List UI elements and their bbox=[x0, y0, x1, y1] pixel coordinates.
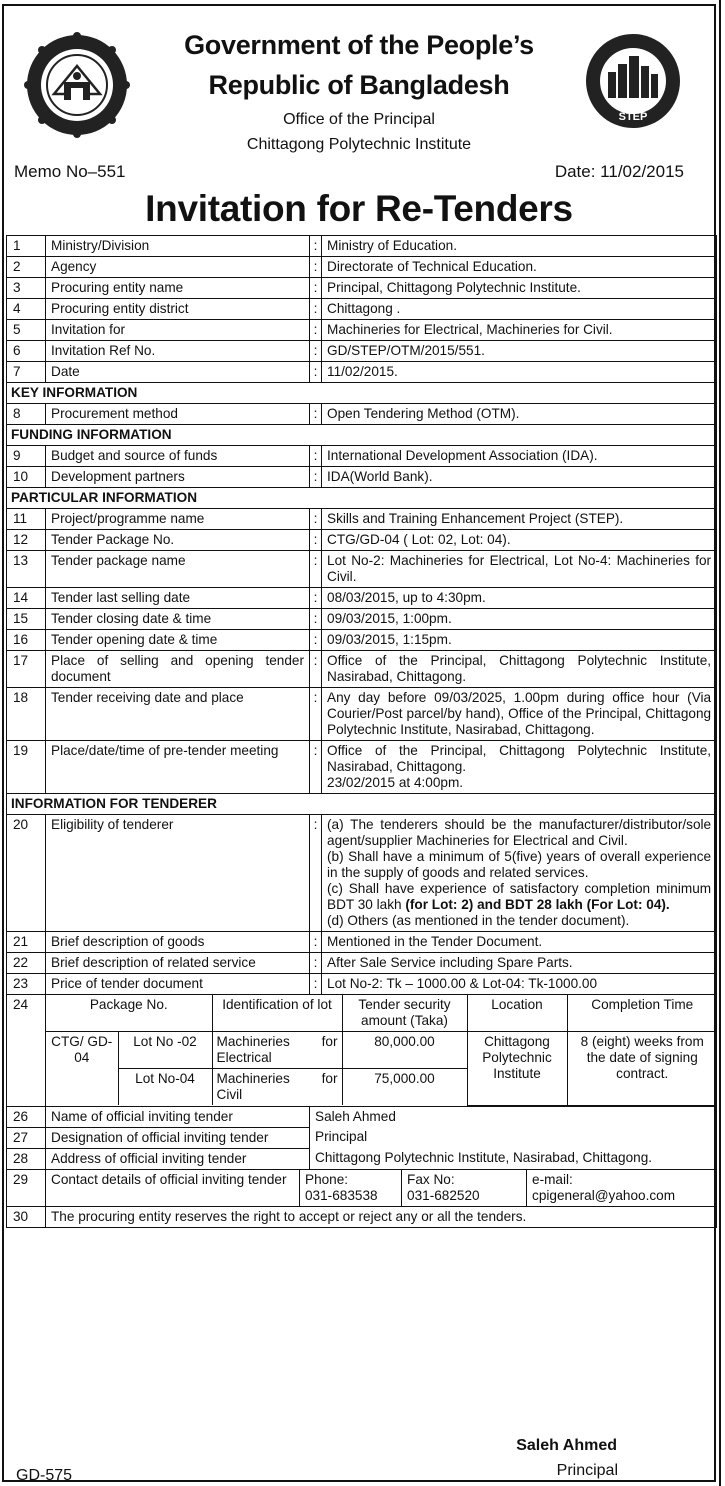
row-label: Procurement method bbox=[46, 404, 310, 425]
table-row bbox=[7, 278, 717, 299]
step-logo-label: STEP bbox=[618, 111, 648, 123]
fax-label: Fax No: bbox=[407, 1171, 455, 1187]
table-row bbox=[7, 551, 717, 588]
memo-date: Date: 11/02/2015 bbox=[554, 162, 684, 181]
row-separator: : bbox=[310, 630, 322, 651]
completion-time: 8 (eight) weeks from the date of signing contract. bbox=[567, 1032, 717, 1106]
security-amount: 75,000.00 bbox=[342, 1069, 467, 1106]
criterion-a: (a) The tenderers should be the manufacturer/distributor/sole agent/supplier Machineries for Electrical and Civil. bbox=[327, 817, 712, 848]
row-separator: : bbox=[310, 278, 322, 299]
row-value: After Sale Service including Spare Parts. bbox=[322, 953, 717, 974]
row-separator: : bbox=[310, 530, 322, 551]
row-number: 24 bbox=[7, 995, 46, 1107]
section-heading: PARTICULAR INFORMATION bbox=[7, 488, 717, 509]
table-row bbox=[7, 446, 717, 467]
row-separator: : bbox=[310, 815, 322, 932]
table-row bbox=[7, 362, 717, 383]
table-row bbox=[7, 588, 717, 609]
tender-notice bbox=[2, 4, 716, 1482]
row-number: 17 bbox=[7, 651, 46, 688]
row-label: Address of official inviting tender bbox=[46, 1148, 310, 1169]
row-separator: : bbox=[310, 362, 322, 383]
table-row bbox=[7, 974, 717, 995]
government-line-2: Republic of Bangladesh bbox=[208, 70, 510, 100]
criterion-b: (b) Shall have a minimum of 5(five) years of overall experience in the supply of goods and related services. bbox=[327, 849, 712, 880]
row-number: 28 bbox=[7, 1148, 46, 1169]
eligibility-criteria bbox=[322, 815, 717, 932]
row-number: 18 bbox=[7, 688, 46, 741]
signature-title: Principal bbox=[556, 1462, 618, 1479]
lot-row bbox=[46, 1032, 717, 1069]
row-value: Any day before 09/03/2025, 1.00pm during office hour (Via Courier/Post parcel/by hand), Office of the Principal, Chittagong Polytechnic Institute, Nasirabad, Chittagong. bbox=[322, 688, 717, 741]
lot-table-cell bbox=[46, 995, 717, 1107]
package-number: CTG/ GD-04 bbox=[46, 1032, 118, 1106]
row-label: Agency bbox=[46, 257, 310, 278]
official-value: Saleh Ahmed bbox=[310, 1106, 717, 1127]
row-separator: : bbox=[310, 688, 322, 741]
row-value: GD/STEP/OTM/2015/551. bbox=[322, 341, 717, 362]
row-separator: : bbox=[310, 299, 322, 320]
phone bbox=[300, 1169, 402, 1206]
signature-name: Saleh Ahmed bbox=[516, 1437, 617, 1454]
row-label: Brief description of goods bbox=[46, 932, 310, 953]
table-row bbox=[7, 688, 717, 741]
row-number: 3 bbox=[7, 278, 46, 299]
row-number: 7 bbox=[7, 362, 46, 383]
row-number: 2 bbox=[7, 257, 46, 278]
row-separator: : bbox=[310, 974, 322, 995]
row-value: 08/03/2015, up to 4:30pm. bbox=[322, 588, 717, 609]
reservation-note: The procuring entity reserves the right to accept or reject any or all the tenders. bbox=[46, 1206, 717, 1227]
row-value: Office of the Principal, Chittagong Polytechnic Institute, Nasirabad, Chittagong. bbox=[322, 651, 717, 688]
row-number: 20 bbox=[7, 815, 46, 932]
row-separator: : bbox=[310, 932, 322, 953]
table-row bbox=[7, 467, 717, 488]
row-separator: : bbox=[310, 509, 322, 530]
row-label: Name of official inviting tender bbox=[46, 1106, 310, 1127]
official-value: Chittagong Polytechnic Institute, Nasirabad, Chittagong. bbox=[310, 1148, 717, 1169]
table-row-24 bbox=[7, 995, 717, 1107]
lot-table-header bbox=[46, 995, 717, 1032]
fax bbox=[402, 1169, 527, 1206]
row-value: Chittagong . bbox=[322, 299, 717, 320]
row-value: IDA(World Bank). bbox=[322, 467, 717, 488]
tender-table bbox=[6, 235, 717, 1228]
row-separator: : bbox=[310, 588, 322, 609]
row-label: Ministry/Division bbox=[46, 236, 310, 257]
table-row bbox=[7, 257, 717, 278]
row-number: 15 bbox=[7, 609, 46, 630]
row-value: Mentioned in the Tender Document. bbox=[322, 932, 717, 953]
row-number: 19 bbox=[7, 741, 46, 794]
email-label: e-mail: bbox=[532, 1171, 573, 1187]
row-separator: : bbox=[310, 609, 322, 630]
table-row bbox=[7, 1206, 717, 1227]
row-label: Price of tender document bbox=[46, 974, 310, 995]
row-number: 1 bbox=[7, 236, 46, 257]
official-value: Principal bbox=[310, 1127, 717, 1148]
row-number: 12 bbox=[7, 530, 46, 551]
table-row bbox=[7, 609, 717, 630]
section-funding-information bbox=[7, 425, 717, 446]
row-value bbox=[322, 741, 717, 794]
row-label: Invitation Ref No. bbox=[46, 341, 310, 362]
security-amount: 80,000.00 bbox=[342, 1032, 467, 1069]
row-number: 27 bbox=[7, 1127, 46, 1148]
row-label: Tender closing date & time bbox=[46, 609, 310, 630]
row-label: Invitation for bbox=[46, 320, 310, 341]
row-label: Place of selling and opening tender document bbox=[46, 651, 310, 688]
row-number: 22 bbox=[7, 953, 46, 974]
table-row bbox=[7, 404, 717, 425]
row-separator: : bbox=[310, 953, 322, 974]
table-row bbox=[7, 1148, 717, 1169]
row-value: CTG/GD-04 ( Lot: 02, Lot: 04). bbox=[322, 530, 717, 551]
row-value: 09/03/2015, 1:00pm. bbox=[322, 609, 717, 630]
header-location: Location bbox=[467, 995, 567, 1032]
row-number: 13 bbox=[7, 551, 46, 588]
row-separator: : bbox=[310, 551, 322, 588]
row-value: Lot No-2: Tk – 1000.00 & Lot-04: Tk-1000.00 bbox=[322, 974, 717, 995]
table-row bbox=[7, 815, 717, 932]
table-row bbox=[7, 741, 717, 794]
row-separator: : bbox=[310, 651, 322, 688]
section-heading: INFORMATION FOR TENDERER bbox=[7, 794, 717, 815]
lot-table bbox=[46, 995, 717, 1106]
row-label: Place/date/time of pre-tender meeting bbox=[46, 741, 310, 794]
row-label: Tender Package No. bbox=[46, 530, 310, 551]
government-line-1: Government of the People’s bbox=[184, 30, 534, 60]
table-row bbox=[7, 509, 717, 530]
section-key-information bbox=[7, 383, 717, 404]
table-row bbox=[7, 236, 717, 257]
row-separator: : bbox=[310, 467, 322, 488]
row-label: Tender opening date & time bbox=[46, 630, 310, 651]
row-value: Ministry of Education. bbox=[322, 236, 717, 257]
lot-number: Lot No-04 bbox=[118, 1069, 212, 1106]
lot-number: Lot No -02 bbox=[118, 1032, 212, 1069]
header-identification: Identification of lot bbox=[212, 995, 342, 1032]
row-label: Tender receiving date and place bbox=[46, 688, 310, 741]
row-number: 10 bbox=[7, 467, 46, 488]
table-row bbox=[7, 651, 717, 688]
row-label: Procuring entity district bbox=[46, 299, 310, 320]
row-label: Procuring entity name bbox=[46, 278, 310, 299]
row-value: 11/02/2015. bbox=[322, 362, 717, 383]
meeting-time: 23/02/2015 at 4:00pm. bbox=[327, 775, 464, 790]
row-value: Directorate of Technical Education. bbox=[322, 257, 717, 278]
row-separator: : bbox=[310, 341, 322, 362]
office-line: Office of the Principal bbox=[283, 111, 435, 128]
table-row bbox=[7, 1106, 717, 1127]
row-number: 21 bbox=[7, 932, 46, 953]
row-label: Tender package name bbox=[46, 551, 310, 588]
row-label: Development partners bbox=[46, 467, 310, 488]
row-number: 6 bbox=[7, 341, 46, 362]
row-number: 23 bbox=[7, 974, 46, 995]
row-label: Tender last selling date bbox=[46, 588, 310, 609]
row-number: 5 bbox=[7, 320, 46, 341]
row-number: 29 bbox=[7, 1169, 46, 1206]
table-row bbox=[7, 953, 717, 974]
row-value: Skills and Training Enhancement Project (STEP). bbox=[322, 509, 717, 530]
section-information-for-tenderer bbox=[7, 794, 717, 815]
row-number: 4 bbox=[7, 299, 46, 320]
lot-identification: Machineries for Civil bbox=[212, 1069, 342, 1106]
row-number: 16 bbox=[7, 630, 46, 651]
header-security: Tender security amount (Taka) bbox=[342, 995, 467, 1032]
row-number: 26 bbox=[7, 1106, 46, 1127]
criterion-c-text: (c) Shall have experience of satisfactory completion minimum BDT 30 lakh bbox=[327, 881, 712, 912]
row-separator: : bbox=[310, 257, 322, 278]
row-number: 8 bbox=[7, 404, 46, 425]
location: Chittagong Polytechnic Institute bbox=[467, 1032, 567, 1106]
table-row bbox=[7, 630, 717, 651]
row-label: Brief description of related service bbox=[46, 953, 310, 974]
row-label: Date bbox=[46, 362, 310, 383]
row-label: Budget and source of funds bbox=[46, 446, 310, 467]
header-package: Package No. bbox=[46, 995, 212, 1032]
meeting-place: Office of the Principal, Chittagong Polytechnic Institute, Nasirabad, Chittagong. bbox=[327, 743, 712, 774]
row-number: 14 bbox=[7, 588, 46, 609]
row-label: Project/programme name bbox=[46, 509, 310, 530]
email bbox=[527, 1169, 717, 1206]
table-row bbox=[7, 341, 717, 362]
row-number: 30 bbox=[7, 1206, 46, 1227]
page-title: Invitation for Re-Tenders bbox=[145, 188, 573, 229]
table-row bbox=[7, 320, 717, 341]
row-value: Lot No-2: Machineries for Electrical, Lot No-4: Machineries for Civil. bbox=[322, 551, 717, 588]
table-row bbox=[7, 530, 717, 551]
row-value: Machineries for Electrical, Machineries for Civil. bbox=[322, 320, 717, 341]
section-heading: KEY INFORMATION bbox=[7, 383, 717, 404]
row-number: 9 bbox=[7, 446, 46, 467]
row-value: 09/03/2015, 1:15pm. bbox=[322, 630, 717, 651]
row-label: Contact details of official inviting tender bbox=[46, 1169, 300, 1206]
row-label: Eligibility of tenderer bbox=[46, 815, 310, 932]
phone-label: Phone: bbox=[305, 1171, 349, 1187]
row-value: Open Tendering Method (OTM). bbox=[322, 404, 717, 425]
phone-value: 031-683538 bbox=[305, 1187, 378, 1203]
lot-identification: Machineries for Electrical bbox=[212, 1032, 342, 1069]
institute-line: Chittagong Polytechnic Institute bbox=[246, 136, 472, 153]
criterion-c-emphasis: (for Lot: 2) and BDT 28 lakh (For Lot: 04). bbox=[405, 897, 670, 912]
row-value: Principal, Chittagong Polytechnic Institute. bbox=[322, 278, 717, 299]
criterion-d: (d) Others (as mentioned in the tender document). bbox=[327, 913, 630, 928]
contact-row bbox=[7, 1169, 717, 1206]
fax-value: 031-682520 bbox=[407, 1187, 480, 1203]
row-separator: : bbox=[310, 236, 322, 257]
row-separator: : bbox=[310, 320, 322, 341]
row-separator: : bbox=[310, 446, 322, 467]
row-value: International Development Association (IDA). bbox=[322, 446, 717, 467]
email-value: cpigeneral@yahoo.com bbox=[532, 1187, 676, 1203]
memo-number: Memo No–551 bbox=[14, 162, 126, 181]
header-completion: Completion Time bbox=[567, 995, 717, 1032]
section-particular-information bbox=[7, 488, 717, 509]
section-heading: FUNDING INFORMATION bbox=[7, 425, 717, 446]
row-label: Designation of official inviting tender bbox=[46, 1127, 310, 1148]
table-row bbox=[7, 1127, 717, 1148]
criterion-c bbox=[327, 881, 711, 913]
row-number: 11 bbox=[7, 509, 46, 530]
row-separator: : bbox=[310, 741, 322, 794]
row-separator: : bbox=[310, 404, 322, 425]
table-row bbox=[7, 932, 717, 953]
footer-code: GD-575 bbox=[16, 1467, 73, 1484]
page-edge bbox=[719, 0, 725, 1486]
table-row bbox=[7, 299, 717, 320]
